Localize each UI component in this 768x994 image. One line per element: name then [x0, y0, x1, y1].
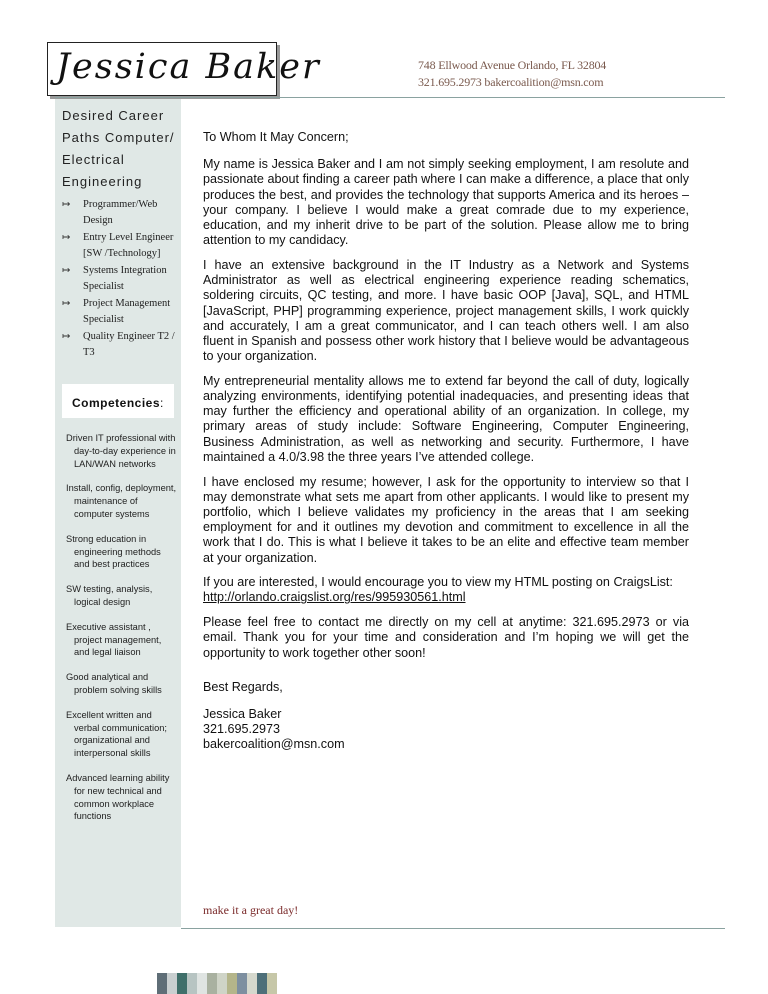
applicant-name: Jessica Baker	[56, 47, 321, 87]
arrow-bullet-icon: ↦	[62, 232, 71, 243]
list-item: ↦ Quality Engineer T2 / T3	[62, 331, 175, 358]
craigslist-paragraph: If you are interested, I would encourage you to view my HTML posting on CraigsList: http://orlando.craigslist.org/res/995930561.html	[203, 575, 673, 605]
paragraph: I have enclosed my resume; however, I ask for the opportunity to interview so that I may demonstrate what sets me apart from other applicants. I would like to present my portfolio, which I believe validates my proficiency in the areas that I am seeking employment for and it outlines my devotion and commitment to excellence in all the work that I do. This is what I believe it takes to be an elite and effective team member at your organization.	[203, 474, 689, 565]
name-box	[47, 42, 321, 96]
color-swatch	[187, 973, 197, 994]
color-swatch	[247, 973, 257, 994]
career-paths-title: Desired Career Paths Computer/ Electrical Engineering	[62, 108, 175, 189]
paragraph: My entrepreneurial mentality allows me to extend far beyond the call of duty, logically analyzing environments, identifying potential inadequacies, and presenting ideas that may further the efficiency and operational ability of an organization. In college, my primary areas of study include: Software Engineering, Computer Engineering, Business Administration, as well as networking and security. Furthermore, I have maintained a 4.0/3.98 the three years I’ve attended college.	[203, 373, 689, 464]
contact-phone-email: 321.695.2973 bakercoalition@msn.com	[418, 75, 604, 89]
list-item: ↦ Project Management Specialist	[62, 298, 171, 325]
signature-block	[203, 707, 689, 753]
contact-address: 748 Ellwood Avenue Orlando, FL 32804	[418, 58, 607, 72]
paragraph: I have an extensive background in the IT Industry as a Network and Systems Administrator as well as electrical engineering experience reading schematics, soldering circuits, QC testing, and more. I have basic OOP [Java], SQL, and HTML [JavaScript, PHP] programming experience, project management skills, I work quickly and accurately, I am a great communicator, and I can teach others well. I am also fluent in Spanish and possess other work history that I believe would be advantageous to your organization.	[203, 257, 689, 364]
footer-divider	[181, 928, 725, 929]
signature-phone: 321.695.2973	[203, 722, 281, 737]
color-swatch	[257, 973, 267, 994]
color-swatch	[217, 973, 227, 994]
color-swatch	[167, 973, 177, 994]
color-swatch	[197, 973, 207, 994]
list-item: Install, config, deployment, maintenance of computer systems	[66, 483, 177, 519]
contact-block	[418, 57, 606, 91]
signature-email: bakercoalition@msn.com	[203, 737, 345, 752]
header-divider	[55, 97, 725, 98]
paragraph: My name is Jessica Baker and I am not simply seeking employment, I am resolute and passionate about finding a career path where I can make a difference, a place that only produces the best, and provides the technology that supports America and its heroes – your company. I believe I would make a great comrade due to my experience, education, and my inherit drive to be part of the solution. Please allow me to bring attention to my candidacy.	[203, 157, 689, 248]
color-swatch-strip	[157, 973, 277, 994]
list-item: ↦ Systems Integration Specialist	[62, 265, 167, 292]
competencies-list	[66, 432, 178, 835]
color-swatch	[237, 973, 247, 994]
list-item: Executive assistant , project management, and legal liaison	[66, 621, 162, 658]
list-item: Strong education in engineering methods and best practices	[66, 533, 161, 570]
contact-paragraph: Please feel free to contact me directly on my cell at anytime: 321.695.2973 or via email. Thank you for your time and consideration and I’m hoping we will get the opportunity to work together other soon!	[203, 615, 689, 660]
craigslist-link[interactable]: http://orlando.craigslist.org/res/995930561.html	[203, 590, 466, 605]
color-swatch	[227, 973, 237, 994]
color-swatch	[157, 973, 167, 994]
list-item: Excellent written and verbal communication; organizational and interpersonal skills	[66, 709, 168, 759]
footer-tagline: make it a great day!	[203, 903, 299, 917]
signature-name: Jessica Baker	[203, 707, 282, 721]
list-item: Good analytical and problem solving skills	[66, 672, 162, 695]
career-list	[62, 197, 180, 362]
color-swatch	[267, 973, 277, 994]
competencies-title: Competencies:	[72, 396, 164, 410]
color-swatch	[207, 973, 217, 994]
salutation: To Whom It May Concern;	[203, 130, 349, 144]
arrow-bullet-icon: ↦	[62, 199, 71, 210]
list-item: ↦ Programmer/Web Design	[62, 199, 158, 226]
arrow-bullet-icon: ↦	[62, 298, 71, 309]
letter-body	[203, 130, 689, 762]
list-item: Driven IT professional with day-to-day experience in LAN/WAN networks	[66, 433, 176, 469]
list-item: Advanced learning ability for new technical and common workplace functions	[66, 772, 170, 822]
list-item: SW testing, analysis, logical design	[66, 584, 153, 607]
color-swatch	[177, 973, 187, 994]
arrow-bullet-icon: ↦	[62, 331, 71, 342]
closing: Best Regards,	[203, 679, 283, 694]
list-item: ↦ Entry Level Engineer [SW /Technology]	[62, 232, 174, 259]
arrow-bullet-icon: ↦	[62, 265, 71, 276]
